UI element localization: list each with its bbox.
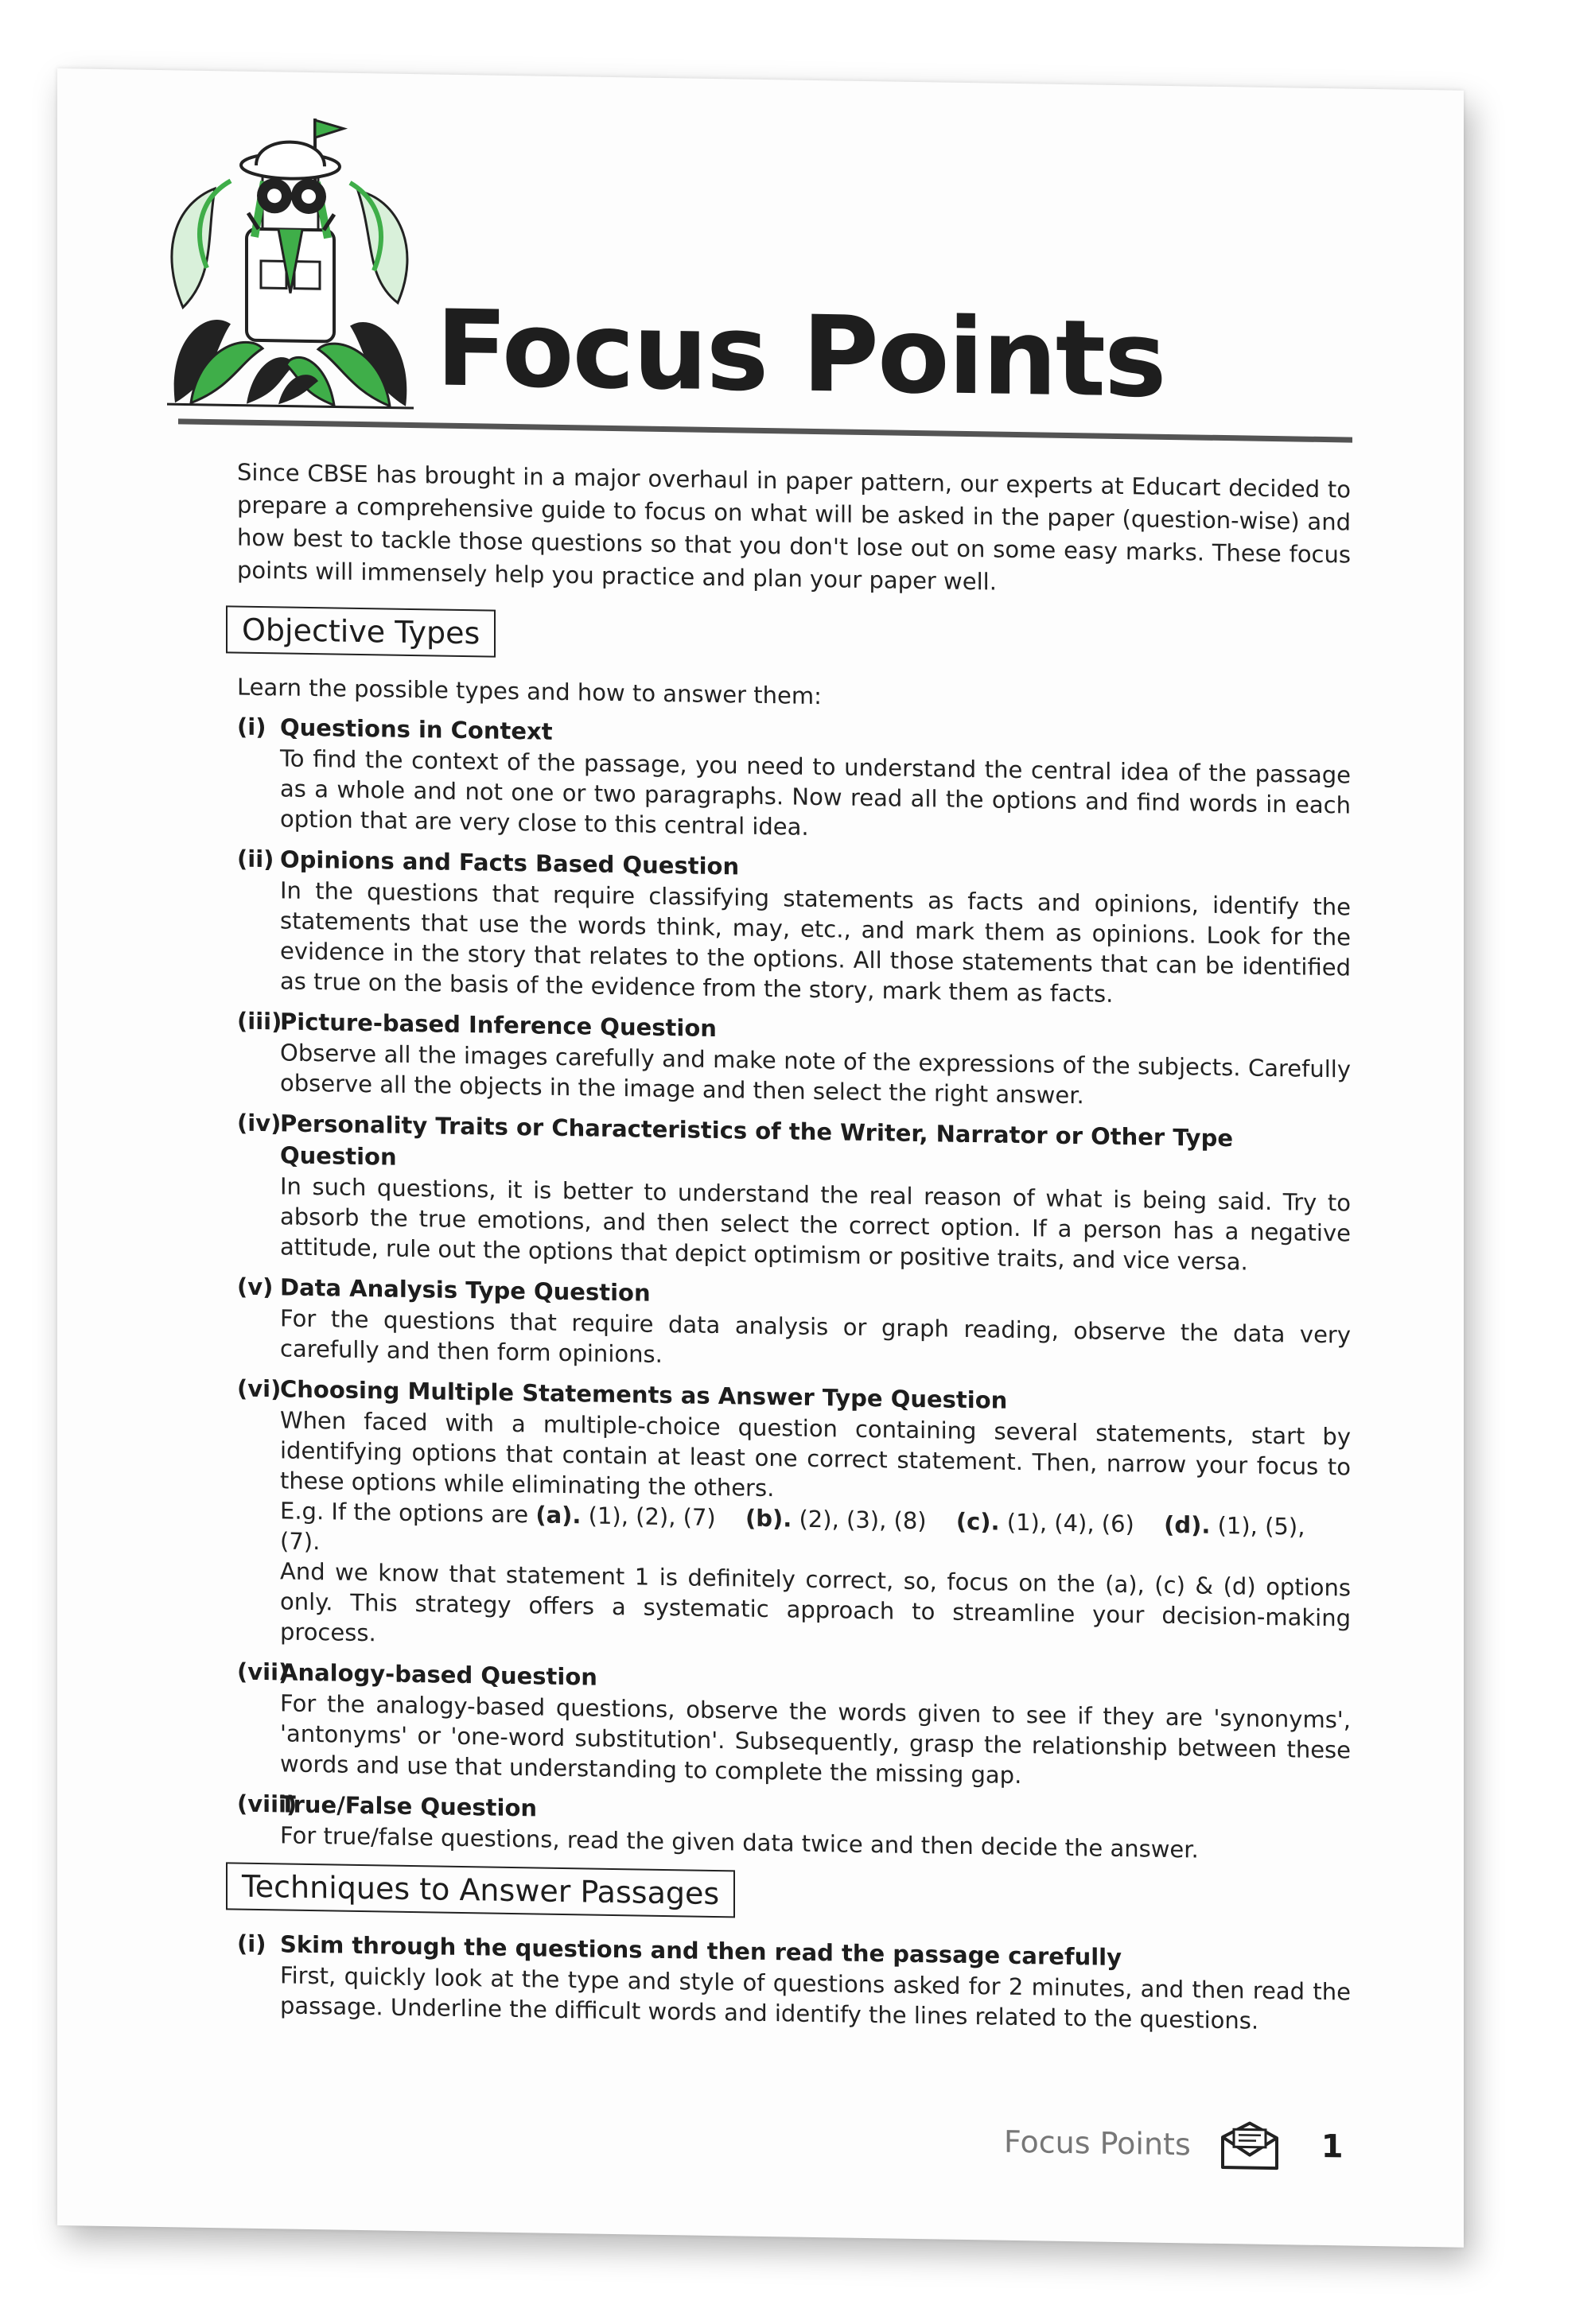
example-followup: And we know that statement 1 is definitely correct, so, focus on the (a), (c) & (d) options only. This strategy offers a systematic approach to streamline your decision-making process. bbox=[280, 1557, 1351, 1647]
option-b-value: (2), (3), (8) bbox=[799, 1505, 927, 1535]
item-title: True/False Question bbox=[280, 1790, 538, 1822]
item-number: (ii) bbox=[237, 845, 274, 873]
page-content bbox=[237, 457, 1351, 2047]
option-c-value: (1), (4), (6) bbox=[1006, 1508, 1134, 1538]
section-lead: Learn the possible types and how to answer them: bbox=[237, 673, 822, 710]
list-item bbox=[237, 843, 1351, 1013]
section-heading-techniques: Techniques to Answer Passages bbox=[226, 1862, 735, 1918]
item-body: For true/false questions, read the given data twice and then decide the answer. bbox=[280, 1821, 1199, 1863]
item-body: In such questions, it is better to understand the real reason of what is being said. Try to absorb the true emotions, and then select the correct option. If a person has a negative attitude, rule out the options that depict optimism or positive traits, and vice versa. bbox=[280, 1172, 1351, 1276]
option-d-label: (d). bbox=[1164, 1510, 1211, 1539]
section-heading-objective: Objective Types bbox=[226, 605, 496, 657]
item-body: In the questions that require classifying statements as facts and opinions, identify the statements that use the words think, may, etc., and mark them as opinions. Look for the evidence in the story that relates to the options. All those statements that can be identified as true on the basis of the evidence from the story, mark them as facts. bbox=[280, 876, 1351, 1008]
footer-label: Focus Points bbox=[1004, 2124, 1191, 2163]
list-item bbox=[237, 1005, 1351, 1115]
item-number: (vii) bbox=[237, 1658, 290, 1686]
item-number: (iii) bbox=[237, 1007, 282, 1036]
item-number: (i) bbox=[237, 1930, 266, 1958]
list-item bbox=[237, 1107, 1351, 1279]
item-body: For the questions that require data analysis or graph reading, observe the data very carefully and then form opinions. bbox=[280, 1304, 1351, 1368]
page-title: Focus Points bbox=[436, 287, 1165, 422]
item-title: Questions in Context bbox=[280, 713, 553, 745]
item-title: Data Analysis Type Question bbox=[280, 1273, 651, 1307]
item-number: (iv) bbox=[237, 1109, 282, 1137]
page-number: 1 bbox=[1321, 2128, 1344, 2166]
option-d-value: (1), (5), (7). bbox=[280, 1511, 1305, 1556]
item-title: Choosing Multiple Statements as Answer Type Question bbox=[280, 1375, 1008, 1414]
item-title: Opinions and Facts Based Question bbox=[280, 845, 740, 880]
item-number: (viii) bbox=[237, 1790, 298, 1818]
item-number: (v) bbox=[237, 1273, 274, 1301]
item-number: (vi) bbox=[237, 1374, 282, 1403]
list-item bbox=[237, 711, 1351, 851]
envelope-icon bbox=[1220, 2120, 1280, 2171]
list-item bbox=[237, 1373, 1351, 1664]
item-title: Skim through the questions and then read the passage carefully bbox=[280, 1930, 1122, 1972]
explorer-illustration bbox=[159, 108, 422, 414]
option-c-label: (c). bbox=[955, 1507, 1000, 1536]
item-body: Observe all the images carefully and make note of the expressions of the subjects. Carefully observe all the objects in the image and then select the right answer. bbox=[280, 1039, 1351, 1110]
list-item bbox=[237, 1271, 1351, 1381]
item-body: First, quickly look at the type and style of questions asked for 2 minutes, and then read the passage. Underline the difficult words and identify the lines related to the questions. bbox=[280, 1961, 1351, 2034]
document-page bbox=[57, 68, 1464, 2248]
item-title: Personality Traits or Characteristics of the Writer, Narrator or Other Type Question bbox=[280, 1110, 1233, 1171]
list-item bbox=[237, 1928, 1351, 2038]
title-divider bbox=[178, 418, 1352, 442]
option-b-label: (b). bbox=[745, 1504, 792, 1533]
item-body: To find the context of the passage, you need to understand the central idea of the passage as a whole and not one or two paragraphs. Now read all the options and find words in each option that are very close to this central idea. bbox=[280, 744, 1351, 841]
item-title: Picture-based Inference Question bbox=[280, 1008, 717, 1043]
option-a-label: (a). bbox=[535, 1501, 582, 1529]
page-footer bbox=[1004, 2116, 1344, 2173]
option-a-value: (1), (2), (7) bbox=[588, 1502, 716, 1532]
example-prefix: E.g. If the options are bbox=[280, 1497, 529, 1529]
item-number: (i) bbox=[237, 713, 266, 741]
intro-paragraph: Since CBSE has brought in a major overhaul in paper pattern, our experts at Educart decided to prepare a comprehensive guide to focus on what will be asked in the paper (question-wise) and how best to tackle those questions so that you don't lose out on some easy marks. These focus points will immensely help you practice and plan your paper well. bbox=[237, 458, 1351, 596]
item-body: When faced with a multiple-choice question containing several statements, start by identifying options that contain at least one correct statement. Then, narrow your focus to these options while eliminating the others. bbox=[280, 1406, 1351, 1502]
item-title: Analogy-based Question bbox=[280, 1658, 597, 1691]
list-item bbox=[237, 1788, 1351, 1867]
list-item bbox=[237, 1656, 1351, 1796]
item-body: For the analogy-based questions, observe the words given to see if they are 'synonyms', 'antonyms' or 'one-word substitution'. Subsequently, grasp the relationship between these words and use that understanding to complete the missing gap. bbox=[280, 1689, 1351, 1790]
